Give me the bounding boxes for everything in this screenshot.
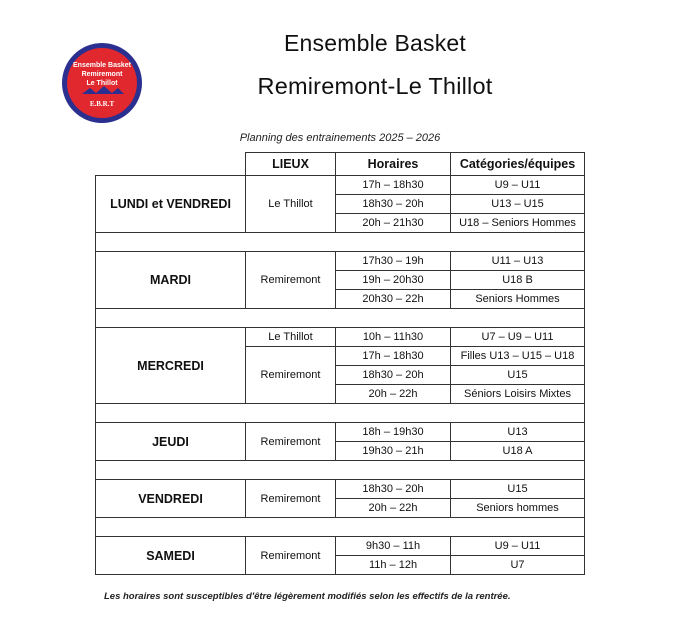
- category-cell: U18 B: [451, 271, 585, 290]
- day-cell: SAMEDI: [96, 537, 246, 575]
- table-row: [96, 480, 585, 499]
- logo-line2: Remiremont: [81, 71, 123, 78]
- time-cell: 18h30 – 20h: [336, 195, 451, 214]
- category-cell: Seniors hommes: [451, 499, 585, 518]
- table-row: [96, 328, 585, 347]
- time-cell: 19h30 – 21h: [336, 442, 451, 461]
- logo-line1: Ensemble Basket: [73, 62, 131, 69]
- header-lieux: LIEUX: [246, 153, 336, 176]
- day-cell: MERCREDI: [96, 328, 246, 404]
- time-cell: 18h – 19h30: [336, 423, 451, 442]
- time-cell: 17h – 18h30: [336, 347, 451, 366]
- title-line2: Remiremont-Le Thillot: [257, 73, 493, 99]
- time-cell: 20h – 22h: [336, 385, 451, 404]
- title-line1: Ensemble Basket: [284, 30, 466, 56]
- category-cell: U11 – U13: [451, 252, 585, 271]
- location-cell: Remiremont: [246, 252, 336, 309]
- category-cell: Séniors Loisirs Mixtes: [451, 385, 585, 404]
- separator-row: [96, 461, 585, 480]
- separator-row: [96, 233, 585, 252]
- header-row: [96, 153, 585, 176]
- location-cell: Le Thillot: [246, 176, 336, 233]
- category-cell: U15: [451, 366, 585, 385]
- time-cell: 19h – 20h30: [336, 271, 451, 290]
- time-cell: 20h – 21h30: [336, 214, 451, 233]
- subtitle: Planning des entrainements 2025 – 2026: [239, 132, 441, 144]
- day-cell: MARDI: [96, 252, 246, 309]
- table-row: [96, 252, 585, 271]
- header-blank: [96, 153, 246, 176]
- separator-row: [96, 404, 585, 423]
- table-row: [96, 537, 585, 556]
- separator-row: [96, 518, 585, 537]
- time-cell: 10h – 11h30: [336, 328, 451, 347]
- category-cell: U13 – U15: [451, 195, 585, 214]
- table-row: [96, 176, 585, 195]
- category-cell: U18 A: [451, 442, 585, 461]
- category-cell: U9 – U11: [451, 537, 585, 556]
- day-cell: VENDREDI: [96, 480, 246, 518]
- time-cell: 11h – 12h: [336, 556, 451, 575]
- category-cell: U13: [451, 423, 585, 442]
- table-row: [96, 423, 585, 442]
- schedule-table: [95, 152, 585, 575]
- category-cell: U9 – U11: [451, 176, 585, 195]
- time-cell: 17h30 – 19h: [336, 252, 451, 271]
- day-cell: LUNDI et VENDREDI: [96, 176, 246, 233]
- time-cell: 17h – 18h30: [336, 176, 451, 195]
- separator-row: [96, 309, 585, 328]
- location-cell: Remiremont: [246, 537, 336, 575]
- category-cell: Seniors Hommes: [451, 290, 585, 309]
- header-categories: Catégories/équipes: [451, 153, 585, 176]
- category-cell: U7: [451, 556, 585, 575]
- category-cell: Filles U13 – U15 – U18: [451, 347, 585, 366]
- category-cell: U18 – Seniors Hommes: [451, 214, 585, 233]
- location-cell: Remiremont: [246, 347, 336, 404]
- location-cell: Remiremont: [246, 423, 336, 461]
- location-cell: Remiremont: [246, 480, 336, 518]
- footnote: Les horaires sont susceptibles d'être légèrement modifiés selon les effectifs de la rentrée.: [104, 591, 511, 602]
- day-cell: JEUDI: [96, 423, 246, 461]
- header-horaires: Horaires: [336, 153, 451, 176]
- time-cell: 18h30 – 20h: [336, 366, 451, 385]
- category-cell: U15: [451, 480, 585, 499]
- location-cell: Le Thillot: [246, 328, 336, 347]
- time-cell: 18h30 – 20h: [336, 480, 451, 499]
- category-cell: U7 – U9 – U11: [451, 328, 585, 347]
- time-cell: 9h30 – 11h: [336, 537, 451, 556]
- logo-initials: E.B.R.T: [89, 100, 115, 108]
- time-cell: 20h – 22h: [336, 499, 451, 518]
- logo-line3: Le Thillot: [86, 80, 118, 87]
- club-logo: [60, 42, 144, 124]
- time-cell: 20h30 – 22h: [336, 290, 451, 309]
